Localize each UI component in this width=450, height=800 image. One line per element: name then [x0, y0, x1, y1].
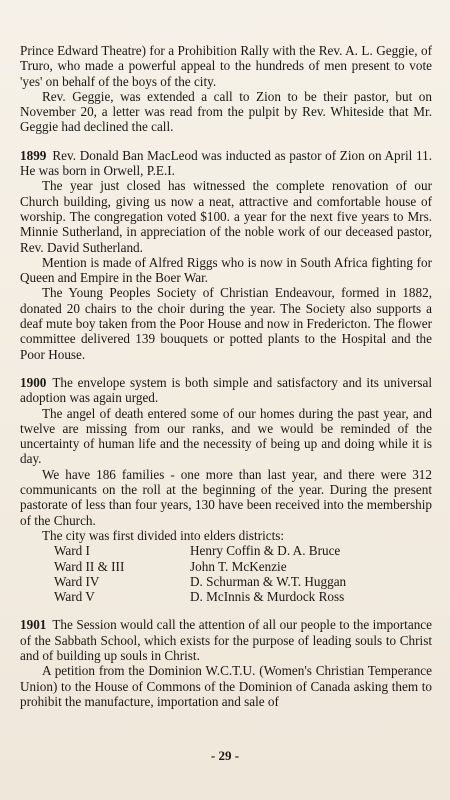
ward-list	[54, 543, 414, 604]
ward-name: Ward V	[54, 589, 95, 605]
paragraph-church-renovation: The year just closed has witnessed the complete renovation of our Church building, giving us now a neat, attractive and comfortable house of worship. The congregation voted $100. a year for the next five years to Mrs. Minnie Sutherland, in appreciation of the noble work of our deceased pastor, Rev. David Sutherland.	[20, 178, 432, 255]
paragraph-elders-districts: The city was first divided into elders districts:	[42, 527, 285, 543]
ward-name: Ward II & III	[54, 558, 125, 574]
paragraph-angel-of-death: The angel of death entered some of our homes during the past year, and twelve are missing from our ranks, and we would be reminded of the uncertainty of human life and the necessity of being up and doing while it is day.	[20, 405, 432, 467]
year-heading-1901: 1901	[20, 617, 47, 633]
section-1901-lead	[20, 617, 432, 663]
paragraph-alfred-riggs: Mention is made of Alfred Riggs who is now in South Africa fighting for Queen and Empire in the Boer War.	[20, 254, 432, 286]
ward-name: Ward IV	[54, 573, 100, 589]
section-1900-lead-text: The envelope system is both simple and satisfactory and its universal adoption was again urged.	[20, 374, 432, 406]
ward-row	[54, 559, 414, 574]
ward-name: Ward I	[54, 543, 90, 559]
year-heading-1900: 1900	[20, 374, 47, 390]
ward-elders: Henry Coffin & D. A. Bruce	[190, 543, 341, 559]
section-1901-lead-text: The Session would call the attention of all our people to the importance of the Sabbath School, which exists for the purpose of leading souls to Christ and of building up souls in Christ.	[20, 617, 432, 663]
ward-elders: D. McInnis & Murdock Ross	[190, 589, 345, 605]
year-heading-1899: 1899	[20, 147, 47, 163]
page-number: - 29 -	[210, 748, 240, 763]
paragraph-christian-endeavour: The Young Peoples Society of Christian Endeavour, formed in 1882, donated 20 chairs to the choir during the year. The Society also supports a deaf mute boy taken from the Poor House and now in Fredericton. The flower committee delivered 139 bouquets or potted plants to the Hospital and the Poor House.	[20, 285, 432, 362]
ward-elders: John T. McKenzie	[190, 558, 287, 574]
section-1900-lead	[20, 375, 432, 406]
ward-row	[54, 574, 414, 589]
paragraph-families-count: We have 186 families - one more than last year, and there were 312 communicants on the roll at the beginning of the year. During the present pastorate of less than four years, 130 have been received into the membership of the Church.	[20, 466, 432, 528]
ward-row	[54, 543, 414, 558]
paragraph-prohibition-rally: Prince Edward Theatre) for a Prohibition Rally with the Rev. A. L. Geggie, of Truro, who made a powerful appeal to the hundreds of men present to vote 'yes' on behalf of the boys of the city.	[20, 43, 432, 89]
ward-elders: D. Schurman & W.T. Huggan	[190, 573, 347, 589]
section-1899-lead-text: Rev. Donald Ban MacLeod was inducted as pastor of Zion on April 11. He was born in Orwell, P.E.I.	[20, 147, 432, 179]
ward-row	[54, 589, 414, 604]
section-1899-lead	[20, 148, 432, 179]
paragraph-geggie-call: Rev. Geggie, was extended a call to Zion to be their pastor, but on November 20, a letter was read from the pulpit by Rev. Whiteside that Mr. Geggie had declined the call.	[20, 88, 432, 135]
paragraph-wctu-petition: A petition from the Dominion W.C.T.U. (Women's Christian Temperance Union) to the House of Commons of the Dominion of Canada asking them to prohibit the manufacture, importation and sale of	[20, 663, 432, 709]
